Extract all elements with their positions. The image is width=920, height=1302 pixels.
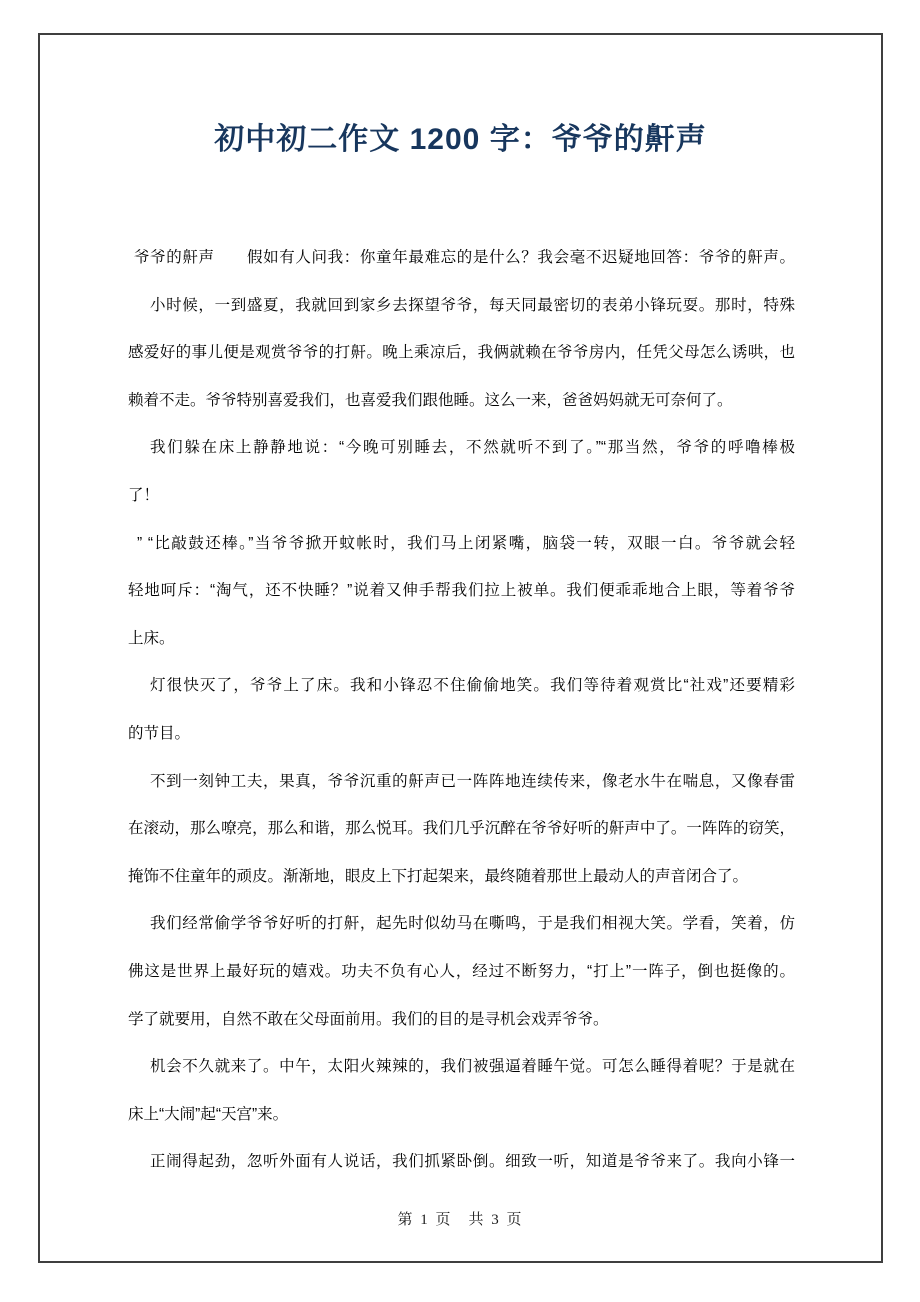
body-text-line: 正闹得起劲，忽听外面有人说话，我们抓紧卧倒。细致一听，知道是爷爷来了。我向小锋一 <box>150 1153 795 1171</box>
body-text-line: 床上“大闹”起“天宫”来。 <box>128 1105 289 1123</box>
body-text-line: 轻地呵斥：“淘气，还不快睡？”说着又伸手帮我们拉上被单。我们便乖乖地合上眼，等着爷爷 <box>128 582 795 600</box>
body-text-line: 的节目。 <box>128 724 191 742</box>
body-text-line: 佛这是世界上最好玩的嬉戏。功夫不负有心人，经过不断努力，“打上”一阵子，倒也挺像的。 <box>128 962 795 980</box>
body-text-line: ” “比敲鼓还棒。”当爷爷掀开蚊帐时，我们马上闭紧嘴，脑袋一转，双眼一白。爷爷就会轻 <box>137 534 795 552</box>
page-title: 初中初二作文 1200 字：爷爷的鼾声 <box>214 123 707 156</box>
body-text-line: 感爱好的事儿便是观赏爷爷的打鼾。晚上乘凉后，我俩就赖在爷爷房内，任凭父母怎么诱哄，也 <box>128 344 795 362</box>
page-border <box>38 33 883 1263</box>
page-number-total: 共 3 页 <box>468 1212 524 1228</box>
body-text-line: 赖着不走。爷爷特别喜爱我们，也喜爱我们跟他睡。这么一来，爸爸妈妈就无可奈何了。 <box>128 391 733 409</box>
page-footer <box>40 1208 881 1229</box>
document-body <box>128 234 795 1186</box>
body-text-line: 机会不久就来了。中午，太阳火辣辣的，我们被强逼着睡午觉。可怎么睡得着呢？于是就在 <box>150 1058 795 1076</box>
body-text-line: 小时候，一到盛夏，我就回到家乡去探望爷爷，每天同最密切的表弟小锋玩耍。那时，特殊 <box>150 296 795 314</box>
body-text-line: 学了就要用，自然不敢在父母面前用。我们的目的是寻机会戏弄爷爷。 <box>128 1010 609 1028</box>
body-text-line: 不到一刻钟工夫，果真，爷爷沉重的鼾声已一阵阵地连续传来，像老水牛在喘息，又像春雷 <box>150 772 795 790</box>
page-number-current: 第 1 页 <box>397 1212 453 1228</box>
body-text-line: 了！ <box>128 486 160 504</box>
body-text-line: 上床。 <box>128 629 175 647</box>
body-text-line: 在滚动，那么嘹亮，那么和谐，那么悦耳。我们几乎沉醉在爷爷好听的鼾声中了。一阵阵的窃笑， <box>128 820 795 838</box>
body-text-line: 我们经常偷学爷爷好听的打鼾，起先时似幼马在嘶鸣，于是我们相视大笑。学看，笑着，仿 <box>150 915 795 933</box>
body-text-line: 掩饰不住童年的顽皮。渐渐地，眼皮上下打起架来，最终随着那世上最动人的声音闭合了。 <box>128 867 749 885</box>
body-text-line: 我们躲在床上静静地说：“今晚可别睡去，不然就听不到了。”“那当然，爷爷的呼噜棒极 <box>150 439 795 457</box>
body-text-line: 灯很快灭了，爷爷上了床。我和小锋忍不住偷偷地笑。我们等待着观赏比“社戏”还要精彩 <box>150 677 795 695</box>
body-text-line: 爷爷的鼾声 假如有人问我：你童年最难忘的是什么？我会毫不迟疑地回答：爷爷的鼾声。 <box>134 249 795 266</box>
